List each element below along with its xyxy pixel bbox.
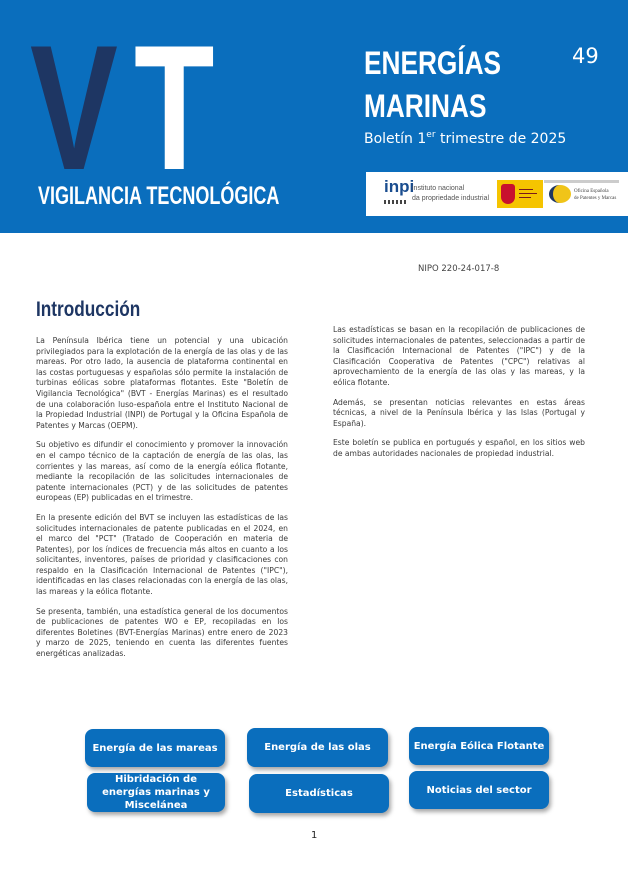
intro-paragraph: Su objetivo es difundir el conocimiento y promover la innovación en el campo técnico de la captación de energía de las olas, las corrientes y las mareas, así como de la energía eólica flotante, mediante la recopilación de las solicitudes internacionales de patente internacionales (PCT) y de las solicitudes de patentes europeas (EP) publicadas en el trimestre. (36, 440, 288, 503)
intro-left-column (36, 336, 288, 716)
spain-crest-icon (501, 184, 515, 204)
bulletin-suffix: trimestre de 2025 (435, 131, 567, 147)
bulletin-prefix: Boletín 1 (364, 131, 427, 147)
oepm-name-line-2: de Patentes y Marcas (574, 196, 617, 201)
vt-logo-subtitle: VIGILANCIA TECNOLÓGICA (38, 182, 280, 210)
nav-button-sector-news[interactable]: Noticias del sector (409, 771, 549, 809)
institution-logos (366, 172, 628, 216)
inpi-name (412, 184, 489, 204)
vt-logo-letter-t: T (134, 8, 215, 207)
bulletin-title (364, 42, 501, 128)
title-line-2: MARINAS (364, 88, 487, 124)
nav-button-wave-energy[interactable]: Energía de las olas (247, 728, 388, 767)
intro-paragraph: Además, se presentan noticias relevantes en estas áreas técnicas, a nivel de la Península Ibérica y las Islas (Portugal y España). (333, 397, 585, 428)
nav-button-hybridization[interactable]: Hibridación de energías marinas y Miscelánea (87, 773, 225, 812)
intro-right-column (333, 325, 585, 469)
bulletin-ordinal: er (426, 130, 436, 140)
inpi-logo (384, 178, 494, 210)
intro-paragraph: Las estadísticas se basan en la recopilación de publicaciones de solicitudes internacionales de patentes, seleccionadas a partir de la Clasificación Internacional de Patentes ("IPC") y de la Clasificación Cooperativa de Patentes ("CPC") relativas al aprovechamiento de la energía de las olas y las mareas, y la eólica flotante. (333, 325, 585, 387)
oepm-logo (497, 180, 623, 208)
oepm-name (574, 188, 616, 202)
intro-paragraph: En la presente edición del BVT se incluyen las estadísticas de las solicitudes internacionales de patente publicadas en el 2024, en el marco del "PCT" (Tratado de Cooperación en materia de Patentes), por los índices de frecuencia más altos en cuanto a los solicitantes, inventores, países de prioridad y clasificaciones con respaldo en la Clasificación Internacional de Patentes ("IPC"), identificadas en las clases relacionadas con la energía de las olas, las mareas y la eólica flotante. (36, 512, 288, 597)
page-number: 1 (311, 830, 318, 841)
oepm-divider (544, 180, 619, 183)
cover-header (0, 0, 628, 233)
issue-number: 49 (572, 44, 599, 68)
spain-government-logo (497, 180, 543, 208)
inpi-name-line-1: instituto nacional (412, 185, 465, 192)
intro-paragraph: Se presenta, también, una estadística general de los documentos de publicaciones de patentes WO e EP, recopiladas en los diferentes Boletines (BVT-Energías Marinas) entre enero de 2023 y marzo de 2025, teniendo en cuenta las diferentes fuentes energéticas analizadas. (36, 606, 288, 659)
intro-heading: Introducción (36, 298, 141, 321)
nav-button-statistics[interactable]: Estadísticas (249, 774, 389, 813)
inpi-mark: inpi (384, 177, 415, 196)
nav-button-tidal-energy[interactable]: Energía de las mareas (85, 729, 225, 767)
inpi-name-line-2: da propriedade industrial (412, 195, 490, 202)
intro-paragraph: La Península Ibérica tiene un potencial y una ubicación privilegiados para la explotación de la energía de las olas y de las mareas. Por otro lado, la ausencia de plataforma continental en las costas portuguesas y españolas sólo permite la instalación de turbinas eólicas sobre plataformas flotantes. Este "Boletín de Vigilancia Tecnológica" (BVT - Energías Marinas) es el resultado de una colaboración luso-española entre el Instituto Nacional de la Propiedad Industrial (INPI) de Portugal y la Oficina Española de Patentes y Marcas (OEPM). (36, 336, 288, 430)
oepm-circle-icon (549, 185, 571, 203)
vt-logo-letter-v: V (30, 8, 118, 207)
nipo-code: NIPO 220-24-017-8 (418, 264, 500, 274)
inpi-dots-icon (384, 200, 406, 204)
title-line-1: ENERGÍAS (364, 45, 502, 81)
spain-gov-wordmark-icon (519, 189, 537, 199)
oepm-name-line-1: Oficina Española (574, 189, 609, 194)
bulletin-period (364, 130, 566, 147)
intro-paragraph: Este boletín se publica en portugués y español, en los sitios web de ambas autoridades nacionales de propiedad industrial. (333, 438, 585, 458)
nav-button-floating-wind[interactable]: Energía Eólica Flotante (409, 727, 549, 765)
